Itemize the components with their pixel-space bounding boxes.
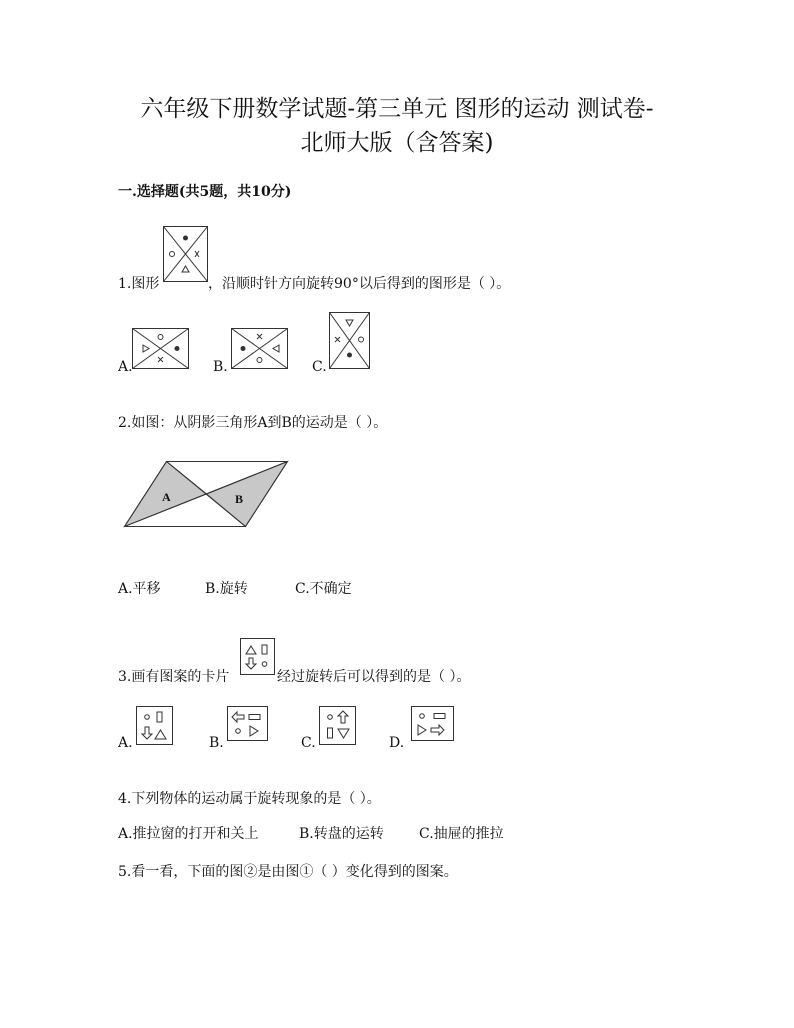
q3-option-a-label[interactable]: A. xyxy=(118,735,133,751)
q2-option-c[interactable]: C.不确定 xyxy=(295,581,352,597)
question-2-text: 2.如图：从阴影三角形A到B的运动是（ ）。 xyxy=(118,415,388,431)
q3-option-b-figure[interactable] xyxy=(227,706,269,742)
q1-option-a-figure[interactable] xyxy=(132,328,190,370)
section-heading: 一.选择题(共5题，共10分) xyxy=(118,184,292,200)
q2-label-b: B xyxy=(235,492,244,506)
page-title-line-2: 北师大版（含答案) xyxy=(300,130,494,156)
q3-option-b-label[interactable]: B. xyxy=(209,735,224,751)
q3-option-a-figure[interactable] xyxy=(136,706,174,746)
q3-option-d-label[interactable]: D. xyxy=(389,735,405,751)
q2-parallelogram-figure xyxy=(124,461,290,529)
q4-option-a[interactable]: A.推拉窗的打开和关上 xyxy=(118,826,259,842)
q1-option-c-figure[interactable] xyxy=(329,312,371,370)
q1-option-c-label[interactable]: C. xyxy=(312,359,327,375)
q3-card-figure xyxy=(240,638,276,676)
q3-option-c-label[interactable]: C. xyxy=(301,735,316,751)
q3-option-d-figure[interactable] xyxy=(411,706,455,742)
question-3-prefix: 3.画有图案的卡片 xyxy=(118,669,230,685)
q4-option-b[interactable]: B.转盘的运转 xyxy=(299,826,384,842)
q3-option-c-figure[interactable] xyxy=(319,706,357,746)
question-3-suffix: 经过旋转后可以得到的是（ ）。 xyxy=(277,669,471,685)
q4-option-c[interactable]: C.抽屉的推拉 xyxy=(419,826,504,842)
question-4-text: 4.下列物体的运动属于旋转现象的是（ ）。 xyxy=(118,791,381,807)
question-5-text: 5.看一看，下面的图②是由图①（ ）变化得到的图案。 xyxy=(118,864,458,880)
q2-option-a[interactable]: A.平移 xyxy=(118,581,161,597)
page-title-line-1: 六年级下册数学试题-第三单元 图形的运动 测试卷- xyxy=(140,96,654,122)
q1-figure xyxy=(163,226,209,284)
q2-option-b[interactable]: B.旋转 xyxy=(205,581,248,597)
question-1-prefix: 1.图形 xyxy=(118,276,160,292)
q1-option-b-figure[interactable] xyxy=(231,328,289,370)
q1-option-b-label[interactable]: B. xyxy=(213,359,228,375)
q1-option-a-label[interactable]: A. xyxy=(118,359,133,375)
q2-label-a: A xyxy=(162,490,171,504)
question-1-suffix: ，沿顺时针方向旋转90°以后得到的图形是（ ）。 xyxy=(208,276,511,292)
